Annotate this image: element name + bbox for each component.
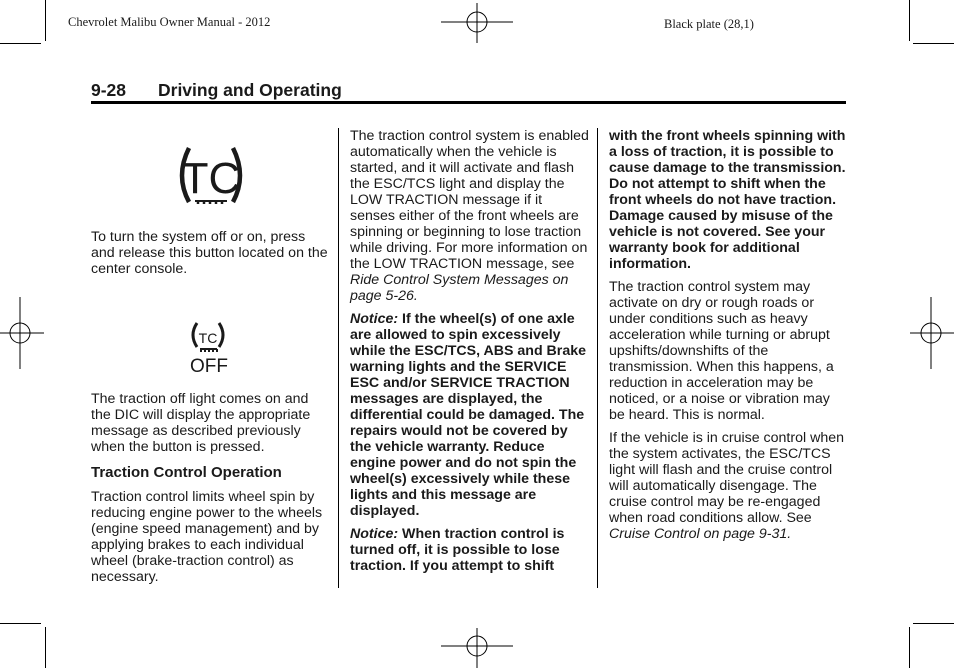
paragraph: The traction off light comes on and the DIC will display the appropriate message as described previously when the button is pressed. — [91, 391, 311, 455]
manual-title: Chevrolet Malibu Owner Manual - 2012 — [68, 15, 271, 29]
tc-off-small-text: TC — [198, 330, 218, 346]
paragraph: The traction control system may activate on dry or rough roads or under conditions such as heavy acceleration while turning or abrupt upshifts/downshifts of the transmission. When this happens, a reduction in acceleration may be noticed, or a noise or vibration may be heard. This is normal. — [609, 279, 834, 423]
notice-label: Notice: — [350, 526, 399, 542]
paragraph: Traction control limits wheel spin by reducing engine power to the wheels (engine speed management) and by applying brakes to each individual wheel (brake-traction control) as necessary. — [91, 489, 323, 585]
column-2 — [350, 128, 590, 581]
paragraph: The traction control system is enabled automatically when the vehicle is started, and it will activate and flash the ESC/TCS light and display the LOW TRACTION message if it senses either of the front wheels are spinning or beginning to lose traction while driving. For more information on the LOW TRACTION message, see Ride Control System Messages on page 5-26. — [350, 128, 589, 304]
traction-off-icon — [91, 285, 331, 390]
subheading: Traction Control Operation — [91, 464, 282, 481]
column-divider — [338, 128, 339, 588]
cross-reference: Ride Control System Messages on page 5-26 — [350, 272, 569, 304]
notice: Notice: When traction control is turned off, it is possible to lose traction. If you attempt to shift — [350, 526, 565, 574]
notice-label: Notice: — [350, 311, 399, 327]
registration-mark-left — [0, 297, 44, 369]
registration-mark-bottom — [441, 628, 513, 668]
column-1 — [91, 128, 331, 592]
page-number: 9-28 — [91, 80, 127, 100]
plate-label: Black plate (28,1) — [664, 17, 754, 31]
tc-off-text: OFF — [190, 356, 228, 377]
paragraph: To turn the system off or on, press and release this button located on the center console. — [91, 229, 328, 277]
column-divider — [597, 128, 598, 588]
notice-continuation: with the front wheels spinning with a loss of traction, it is possible to cause damage to the transmission. Do not attempt to shift when the front wheels do not have traction. Damage caused by misuse of the vehicle is not covered. See your warranty book for additional information. — [609, 128, 846, 272]
section-title: Driving and Operating — [158, 80, 342, 100]
registration-mark-right — [910, 297, 954, 369]
traction-control-icon — [91, 128, 331, 213]
registration-mark-top — [441, 3, 513, 43]
cross-reference: Cruise Control on page 9-31 — [609, 526, 788, 542]
paragraph: If the vehicle is in cruise control when the system activates, the ESC/TCS light will flash and the cruise control will automatically disengage. The cruise control may be re-engaged when road conditions allow. See Cruise Control on page 9-31. — [609, 430, 844, 542]
column-3 — [609, 128, 849, 549]
header-rule — [91, 101, 846, 104]
notice: Notice: If the wheel(s) of one axle are allowed to spin excessively while the ESC/TCS, ABS and Brake warning lights and the SERVICE ESC and/or SERVICE TRACTION messages are displayed, the differential could be damaged. The repairs would not be covered by the vehicle warranty. Reduce engine power and do not spin the wheel(s) excessively while these lights and this message are displayed. — [350, 311, 586, 519]
section-heading — [91, 80, 342, 101]
tc-icon-text: TC — [181, 154, 241, 203]
